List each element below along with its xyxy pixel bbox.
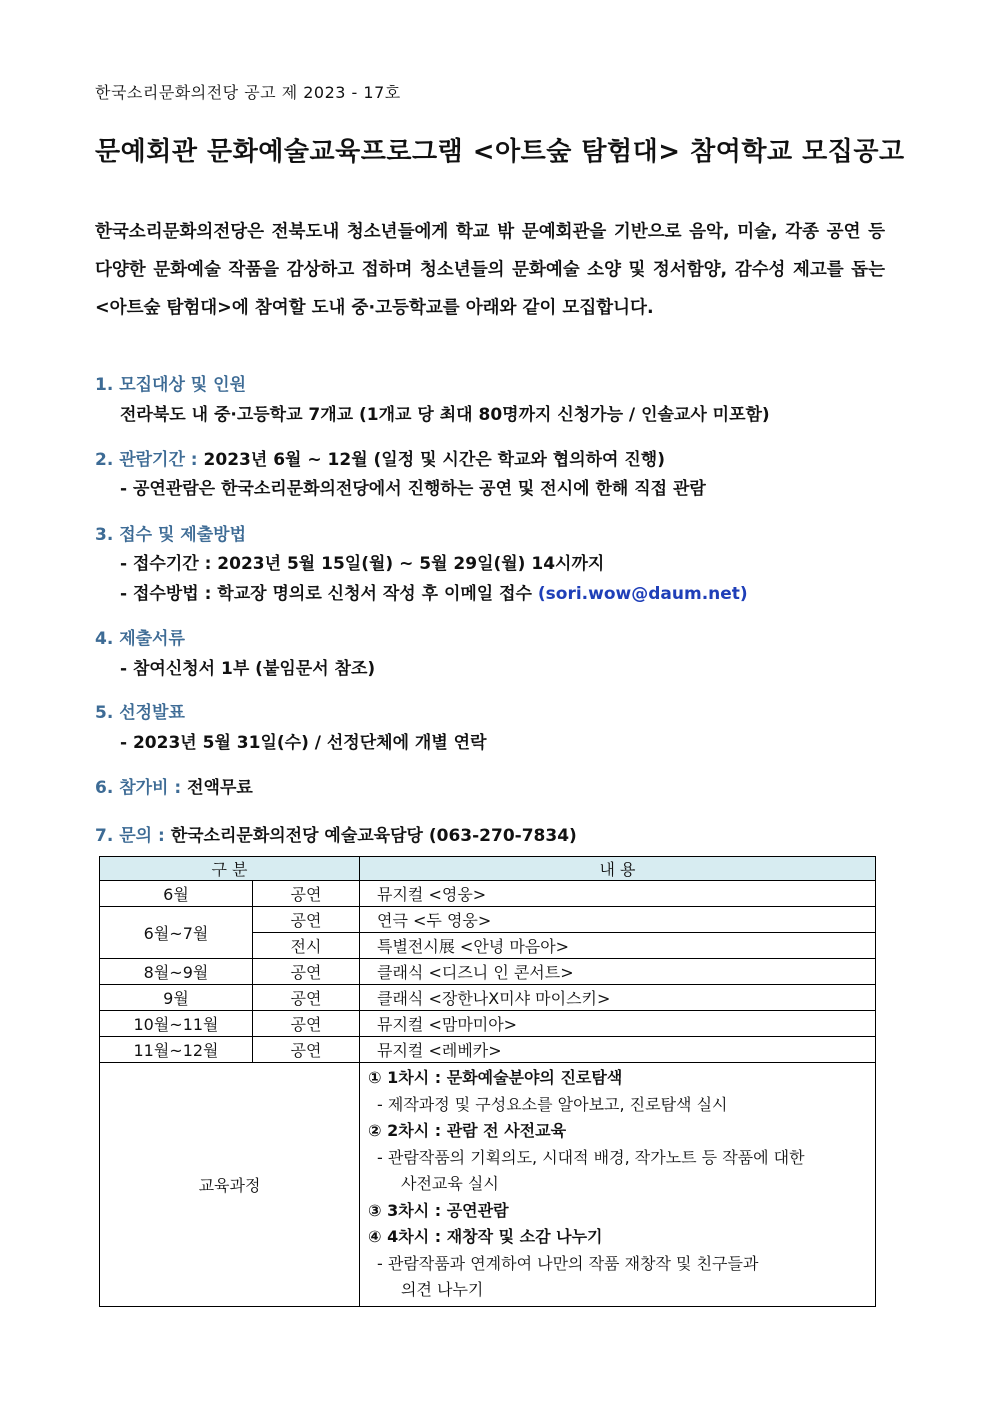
section-3-line-1: - 접수기간 : 2023년 5월 15일(월) ~ 5월 29일(월) 14시까지 (120, 554, 605, 574)
edu-step-1: ① 1차시 : 문화예술분야의 진로탐색 (368, 1068, 623, 1087)
section-3-heading: 3. 접수 및 제출방법 (95, 525, 246, 545)
page-title: 문예회관 문화예술교육프로그램 <아트숲 탐험대> 참여학교 모집공고 (95, 137, 905, 167)
table-row (100, 1011, 876, 1037)
table-row (100, 985, 876, 1011)
section-2-line: - 공연관람은 한국소리문화의전당에서 진행하는 공연 및 전시에 한해 직접 관람 (120, 479, 706, 499)
header-category: 구 분 (100, 857, 360, 881)
type-cell: 전시 (253, 933, 360, 959)
section-5-line: - 2023년 5월 31일(수) / 선정단체에 개별 연락 (120, 733, 487, 753)
content-cell: 클래식 <장한나X미샤 마이스키> (360, 985, 876, 1011)
table-row (100, 881, 876, 907)
notice-number: 한국소리문화의전당 공고 제 2023 - 17호 (95, 83, 401, 102)
type-cell: 공연 (253, 985, 360, 1011)
table-row (100, 959, 876, 985)
period-cell: 8월~9월 (100, 959, 253, 985)
type-cell: 공연 (253, 907, 360, 933)
period-cell: 11월~12월 (100, 1037, 253, 1063)
contact-email: (sori.wow@daum.net) (537, 584, 748, 604)
content-cell: 클래식 <디즈니 인 콘서트> (360, 959, 876, 985)
content-cell: 뮤지컬 <영웅> (360, 881, 876, 907)
edu-desc-2: - 관람작품의 기획의도, 시대적 배경, 작가노트 등 작품에 대한 사전교육 실시 (377, 1147, 805, 1193)
section-2-value: 2023년 6월 ~ 12월 (일정 및 시간은 학교와 협의하여 진행) (203, 450, 665, 470)
type-cell: 공연 (253, 959, 360, 985)
edu-desc-1: - 제작과정 및 구성요소를 알아보고, 진로탐색 실시 (377, 1094, 728, 1114)
section-7-value: 한국소리문화의전당 예술교육담당 (063-270-7834) (170, 826, 577, 846)
period-cell: 9월 (100, 985, 253, 1011)
table-header-row (100, 857, 876, 881)
table-row-education (100, 1063, 876, 1307)
edu-step-3: ③ 3차시 : 공연관람 (368, 1200, 509, 1220)
section-1-line: 전라북도 내 중·고등학교 7개교 (1개교 당 최대 80명까지 신청가능 / 인솔교사 미포함) (120, 405, 770, 425)
table-row (100, 1037, 876, 1063)
period-cell: 6월~7월 (100, 907, 253, 959)
content-cell: 특별전시展 <안녕 마음아> (360, 933, 876, 959)
period-cell: 6월 (100, 881, 253, 907)
section-5-heading: 5. 선정발표 (95, 703, 185, 723)
table-row (100, 907, 876, 933)
section-7-heading: 7. 문의 : 한국소리문화의전당 예술교육담당 (063-270-7834) (95, 826, 577, 846)
section-3-line-2: - 접수방법 : 학교장 명의로 신청서 작성 후 이메일 접수 (sori.wow@daum.net) (120, 584, 748, 604)
content-cell: 뮤지컬 <레베카> (360, 1037, 876, 1063)
edu-desc-4: - 관람작품과 연계하여 나만의 작품 재창작 및 친구들과 의견 나누기 (377, 1253, 759, 1299)
type-cell: 공연 (253, 881, 360, 907)
type-cell: 공연 (253, 1037, 360, 1063)
section-2-heading: 2. 관람기간 : 2023년 6월 ~ 12월 (일정 및 시간은 학교와 협의하여 진행) (95, 450, 665, 470)
section-1-heading: 1. 모집대상 및 인원 (95, 375, 246, 395)
section-6-value: 전액무료 (187, 778, 253, 798)
intro-paragraph: 한국소리문화의전당은 전북도내 청소년들에게 학교 밖 문예회관을 기반으로 음악, 미술, 각종 공연 등 다양한 문화예술 작품을 감상하고 접하며 청소년들의 문화예술 소양 및 정서함양, 감수성 제고를 돕는 <아트숲 탐험대>에 참여할 도내 중·고등학교를 아래와 같이 모집합니다. (95, 222, 885, 318)
program-table (99, 856, 876, 1307)
header-content: 내 용 (360, 857, 876, 881)
period-cell: 10월~11월 (100, 1011, 253, 1037)
section-4-heading: 4. 제출서류 (95, 629, 185, 649)
section-4-line: - 참여신청서 1부 (붙임문서 참조) (120, 659, 376, 679)
content-cell: 뮤지컬 <맘마미아> (360, 1011, 876, 1037)
edu-step-4: ④ 4차시 : 재창작 및 소감 나누기 (368, 1227, 603, 1246)
edu-content-cell (360, 1063, 876, 1307)
edu-step-2: ② 2차시 : 관람 전 사전교육 (368, 1121, 567, 1140)
type-cell: 공연 (253, 1011, 360, 1037)
content-cell: 연극 <두 영웅> (360, 907, 876, 933)
section-6-heading: 6. 참가비 : 전액무료 (95, 778, 253, 798)
edu-label-cell: 교육과정 (100, 1063, 360, 1307)
